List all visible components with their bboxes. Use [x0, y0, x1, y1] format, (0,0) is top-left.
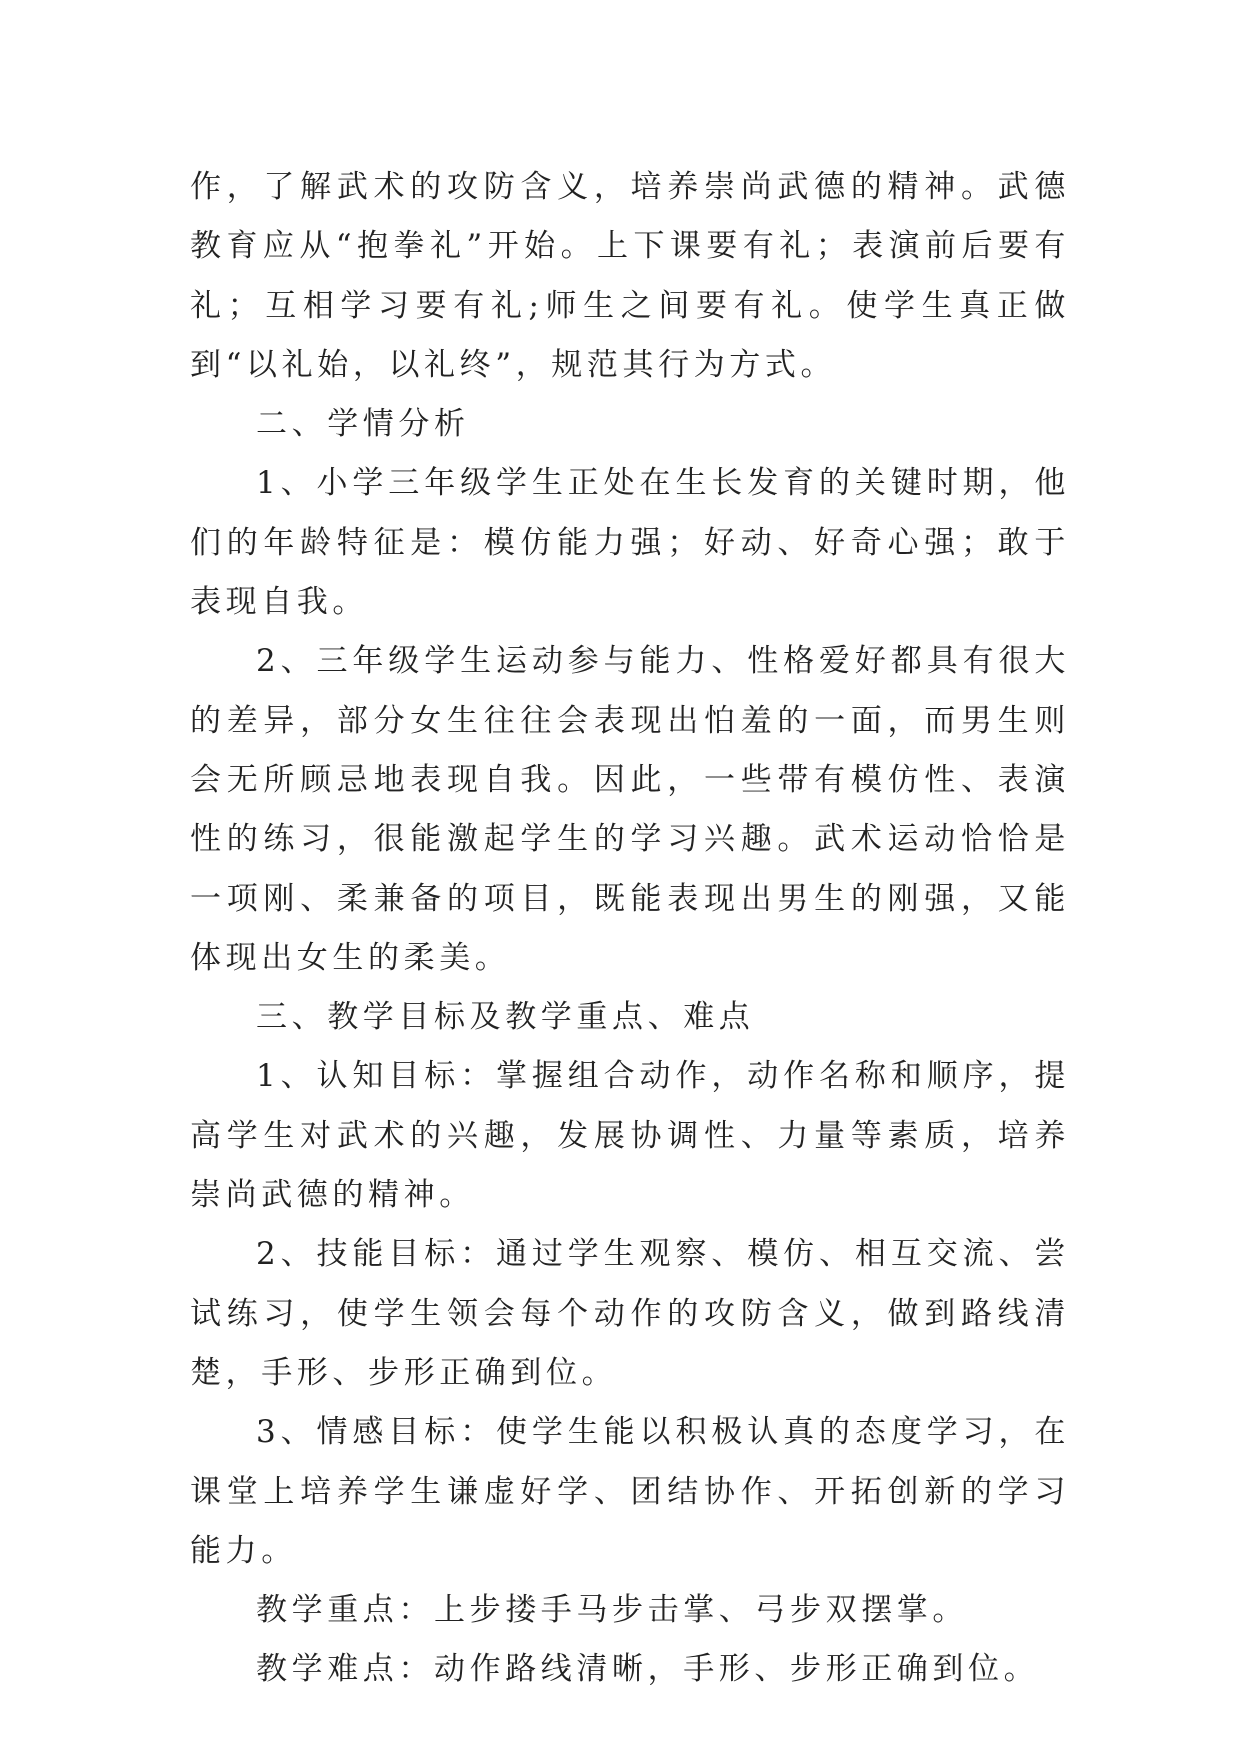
paragraph-cognitive-objective: 1、认知目标：掌握组合动作，动作名称和顺序，提高学生对武术的兴趣，发展协调性、力量等素质，培养崇尚武德的精神。: [190, 1058, 1070, 1214]
paragraph-continuation: 作，了解武术的攻防含义，培养崇尚武德的精神。武德教育应从“抱拳礼”开始。上下课要有礼；表演前后要有礼；互相学习要有礼;师生之间要有礼。使学生真正做到“以礼始，以礼终”，规范其行为方式。: [190, 169, 1070, 383]
paragraph-key-point: 教学重点：上步搂手马步击掌、弓步双摆掌。: [256, 1592, 968, 1629]
paragraph-analysis-2: 2、三年级学生运动参与能力、性格爱好都具有很大的差异，部分女生往往会表现出怕羞的一面，而男生则会无所顾忌地表现自我。因此，一些带有模仿性、表演性的练习，很能激起学生的学习兴趣。武术运动恰恰是一项刚、柔兼备的项目，既能表现出男生的刚强，又能体现出女生的柔美。: [190, 643, 1070, 976]
document-page: [190, 158, 1070, 1700]
paragraph-emotional-objective: 3、情感目标：使学生能以积极认真的态度学习，在课堂上培养学生谦虚好学、团结协作、开拓创新的学习能力。: [190, 1414, 1070, 1569]
paragraph-difficulty: 教学难点：动作路线清晰，手形、步形正确到位。: [256, 1651, 1040, 1688]
heading-teaching-objectives: 三、教学目标及教学重点、难点: [256, 999, 755, 1036]
paragraph-analysis-1: 1、小学三年级学生正处在生长发育的关键时期，他们的年龄特征是：模仿能力强；好动、好奇心强；敢于表现自我。: [190, 465, 1070, 621]
heading-learning-analysis: 二、学情分析: [256, 406, 470, 443]
paragraph-skill-objective: 2、技能目标：通过学生观察、模仿、相互交流、尝试练习，使学生领会每个动作的攻防含义，做到路线清楚，手形、步形正确到位。: [190, 1236, 1070, 1391]
